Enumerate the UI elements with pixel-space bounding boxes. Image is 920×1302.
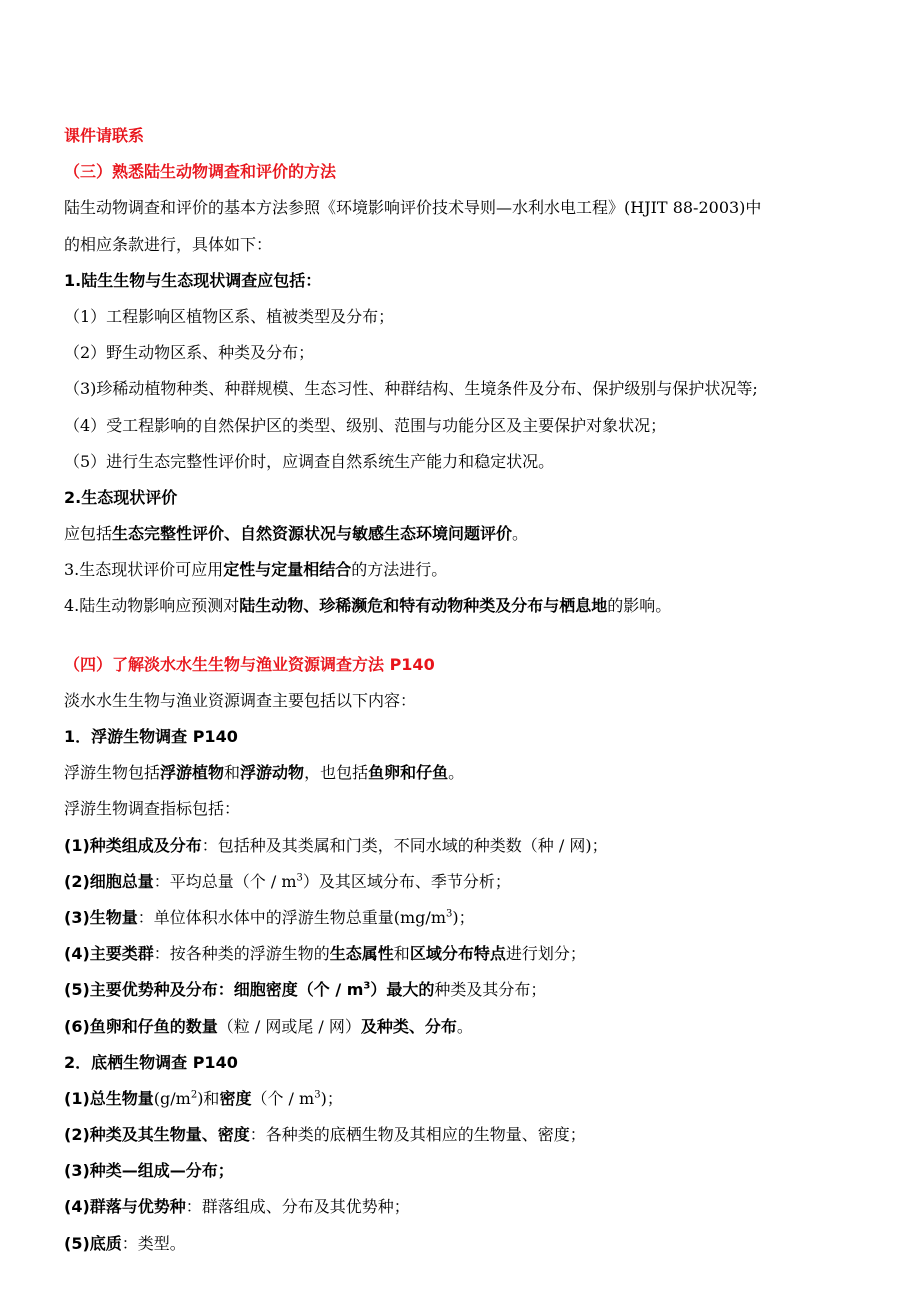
benthic-5 bbox=[64, 1226, 870, 1262]
indicator-2 bbox=[64, 864, 870, 900]
section-3-sub-item-5: （5）进行生态完整性评价时，应调查自然系统生产能力和稳定状况。 bbox=[64, 451, 555, 471]
desc-c: 和 bbox=[224, 763, 241, 783]
indicator-5-sup: 3 bbox=[363, 980, 371, 992]
benthic-4-text: ：群落组成、分布及其优势种； bbox=[185, 1197, 410, 1217]
section-3-intro-line-2: 的相应条款进行，具体如下： bbox=[64, 234, 273, 254]
section-3-sub-item-2: （2）野生动物区系、种类及分布； bbox=[64, 343, 315, 363]
indicator-2-label: (2)细胞总量 bbox=[64, 871, 154, 891]
desc-phytoplankton: 浮游植物 bbox=[160, 763, 225, 783]
indicator-3-text-2: )； bbox=[452, 907, 475, 927]
desc-e: ，也包括 bbox=[304, 763, 369, 783]
indicator-6-label: (6)鱼卵和仔鱼的数量 bbox=[64, 1016, 218, 1036]
benthic-2-text: ：各种类的底栖生物及其相应的生物量、密度； bbox=[249, 1125, 586, 1145]
indicator-6-bold-2: 及种类、分布 bbox=[360, 1016, 457, 1036]
indicator-5-label: (5)主要优势种及分布：细胞密度（个 / m bbox=[64, 980, 364, 1000]
contact-line: 课件请联系 bbox=[64, 126, 145, 145]
indicator-3-sup: 3 bbox=[446, 908, 453, 920]
benthic-5-text: ：类型。 bbox=[121, 1233, 186, 1253]
section-3-item-3 bbox=[64, 552, 870, 588]
section-3-sub-item-3: （3)珍稀动植物种类、种群规模、生态习性、种群结构、生境条件及分布、保护级别与保护状况等; bbox=[64, 379, 758, 399]
section-3-item-2-text bbox=[64, 516, 870, 552]
indicator-3-label: (3)生物量 bbox=[64, 907, 138, 927]
section-3-heading-text: （三）熟悉陆生动物调查和评价的方法 bbox=[64, 162, 337, 182]
section-4-part-2-title: 2．底栖生物调查 P140 bbox=[64, 1052, 238, 1072]
item-2-text-a: 应包括 bbox=[64, 524, 113, 544]
benthic-1-sup-2: 3 bbox=[314, 1089, 321, 1101]
indicator-1-label: (1)种类组成及分布 bbox=[64, 835, 202, 855]
item-3-text-c: 的方法进行。 bbox=[351, 560, 448, 580]
benthic-1-label: (1)总生物量 bbox=[64, 1088, 154, 1108]
indicator-3-text: ：单位体积水体中的浮游生物总重量(mg/m bbox=[137, 907, 446, 927]
indicator-4-label: (4)主要类群 bbox=[64, 944, 154, 964]
desc-g: 。 bbox=[448, 763, 465, 783]
indicator-1-text: ：包括种及其类属和门类，不同水域的种类数（种 / 网)； bbox=[201, 835, 608, 855]
indicator-4-bold-2: 生态属性 bbox=[329, 944, 394, 964]
indicator-4-text-3: 进行划分； bbox=[505, 944, 586, 964]
section-4-intro: 淡水水生生物与渔业资源调查主要包括以下内容： bbox=[64, 690, 417, 710]
document-page bbox=[64, 118, 870, 1262]
benthic-3: (3)种类—组成—分布； bbox=[64, 1161, 234, 1181]
indicator-6 bbox=[64, 1009, 870, 1045]
section-3-sub-item-4: （4）受工程影响的自然保护区的类型、级别、范围与功能分区及主要保护对象状况； bbox=[64, 415, 667, 435]
indicator-6-text: （粒 / 网或尾 / 网） bbox=[217, 1016, 361, 1036]
indicator-5 bbox=[64, 972, 870, 1008]
benthic-1 bbox=[64, 1081, 870, 1117]
section-3-sub-item-1: （1）工程影响区植物区系、植被类型及分布； bbox=[64, 306, 395, 326]
benthic-4-label: (4)群落与优势种 bbox=[64, 1197, 186, 1217]
desc-fish-eggs: 鱼卵和仔鱼 bbox=[368, 763, 449, 783]
indicator-2-text: ：平均总量（个 / m bbox=[153, 871, 297, 891]
indicator-5-text: 种类及其分布； bbox=[434, 980, 547, 1000]
item-2-text-bold: 生态完整性评价、自然资源状况与敏感生态环境问题评价 bbox=[112, 524, 513, 544]
benthic-4 bbox=[64, 1189, 870, 1225]
benthic-2 bbox=[64, 1117, 870, 1153]
section-3-item-1-title: 1.陆生生物与生态现状调查应包括： bbox=[64, 270, 322, 290]
section-4-part-1-title: 1．浮游生物调查 P140 bbox=[64, 727, 238, 746]
item-4-text-a: 4.陆生动物影响应预测对 bbox=[64, 596, 240, 616]
benthic-1-text-3: （个 / m bbox=[251, 1088, 315, 1108]
item-2-text-c: 。 bbox=[512, 524, 529, 544]
desc-zooplankton: 浮游动物 bbox=[240, 763, 305, 783]
indicator-3 bbox=[64, 900, 870, 936]
indicator-2-text-2: ）及其区域分布、季节分析； bbox=[302, 871, 511, 891]
section-3-item-2-title: 2.生态现状评价 bbox=[64, 487, 178, 507]
section-3-intro-line-1: 陆生动物调查和评价的基本方法参照《环境影响评价技术导则—水利水电工程》(HJIT 88-2003)中 bbox=[64, 198, 762, 218]
section-4-indicators-intro: 浮游生物调查指标包括： bbox=[64, 799, 241, 819]
section-3-item-4 bbox=[64, 588, 870, 624]
section-gap bbox=[64, 625, 870, 647]
benthic-1-text-2: )和 bbox=[197, 1088, 220, 1108]
indicator-4-text: ：按各种类的浮游生物的 bbox=[153, 944, 330, 964]
item-3-text-bold: 定性与定量相结合 bbox=[223, 560, 352, 580]
benthic-1-bold-2: 密度 bbox=[219, 1088, 252, 1108]
item-3-text-a: 3.生态现状评价可应用 bbox=[64, 560, 224, 580]
item-4-text-bold: 陆生动物、珍稀濒危和特有动物种类及分布与栖息地 bbox=[239, 596, 608, 616]
section-4-heading: （四）了解淡水水生生物与渔业资源调查方法 P140 bbox=[64, 654, 435, 674]
desc-a: 浮游生物包括 bbox=[64, 763, 161, 783]
indicator-4-text-2: 和 bbox=[393, 944, 410, 964]
indicator-6-text-2: 。 bbox=[456, 1016, 473, 1036]
item-4-text-c: 的影响。 bbox=[607, 596, 672, 616]
benthic-5-label: (5)底质 bbox=[64, 1233, 122, 1253]
indicator-5-bold-2: ）最大的 bbox=[370, 980, 435, 1000]
indicator-1 bbox=[64, 828, 870, 864]
benthic-1-sup: 2 bbox=[190, 1089, 198, 1101]
benthic-1-text-4: )； bbox=[320, 1088, 343, 1108]
section-3-heading bbox=[64, 154, 870, 190]
section-4-part-1-desc bbox=[64, 755, 870, 791]
benthic-2-label: (2)种类及其生物量、密度 bbox=[64, 1125, 250, 1145]
benthic-1-text: (g/m bbox=[153, 1088, 191, 1108]
indicator-2-sup: 3 bbox=[296, 872, 303, 884]
indicator-4-bold-3: 区域分布特点 bbox=[409, 944, 506, 964]
indicator-4 bbox=[64, 936, 870, 972]
